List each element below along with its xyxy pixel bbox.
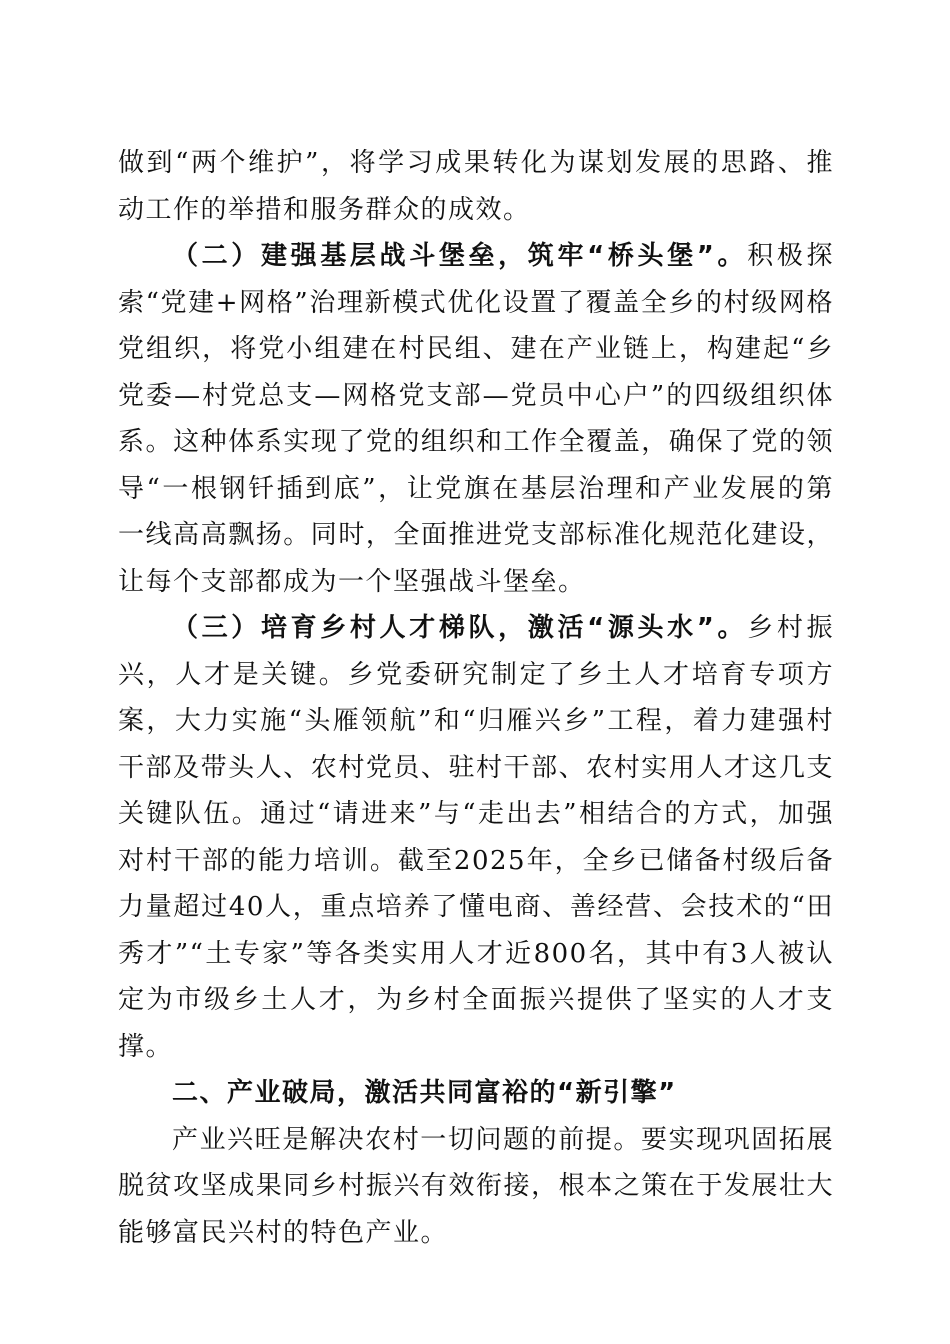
body-paragraph-continuation — [118, 140, 834, 233]
section-heading: 二、产业破局，激活共同富裕的“新引擎” — [172, 1078, 677, 1108]
body-paragraph-section-2 — [118, 233, 834, 605]
paragraph-text: 产业兴旺是解决农村一切问题的前提。要实现巩固拓展脱贫攻坚成果同乡村振兴有效衔接，根本之策在于发展壮大能够富民兴村的特色产业。 — [118, 1124, 834, 1248]
body-paragraph-section-3 — [118, 605, 834, 1070]
closing-paragraph — [118, 1117, 834, 1257]
paragraph-lead-heading: （三）培育乡村人才梯队，激活“源头水”。 — [172, 613, 748, 643]
paragraph-lead-heading: （二）建强基层战斗堡垒，筑牢“桥头堡”。 — [172, 241, 748, 271]
paragraph-text: 做到“两个维护”，将学习成果转化为谋划发展的思路、推动工作的举措和服务群众的成效。 — [118, 148, 834, 225]
document-body — [118, 140, 834, 1256]
paragraph-text: 积极探索“党建+网格”治理新模式优化设置了覆盖全乡的村级网格党组织，将党小组建在村民组、建在产业链上，构建起“乡党委—村党总支—网格党支部—党员中心户”的四级组织体系。这种体系实现了党的组织和工作全覆盖，确保了党的领导“一根钢钎插到底”，让党旗在基层治理和产业发展的第一线高高飘扬。同时，全面推进党支部标准化规范化建设，让每个支部都成为一个坚强战斗堡垒。 — [118, 241, 834, 597]
paragraph-text: 乡村振兴，人才是关键。乡党委研究制定了乡土人才培育专项方案，大力实施“头雁领航”和“归雁兴乡”工程，着力建强村干部及带头人、农村党员、驻村干部、农村实用人才这几支关键队伍。通过“请进来”与“走出去”相结合的方式，加强对村干部的能力培训。截至2025年，全乡已储备村级后备力量超过40人，重点培养了懂电商、善经营、会技术的“田秀才”“土专家”等各类实用人才近800名，其中有3人被认定为市级乡土人才，为乡村全面振兴提供了坚实的人才支撑。 — [118, 613, 834, 1062]
